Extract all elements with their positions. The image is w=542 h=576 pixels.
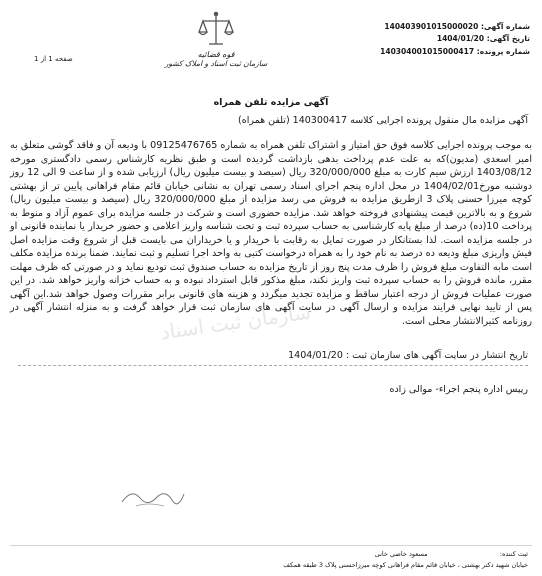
organization-name: [160, 50, 272, 68]
watermark: سازمان ثبت اسناد: [159, 299, 313, 345]
registry-org-name: سازمان ثبت اسناد و املاک کشور: [164, 59, 268, 68]
ad-date-row: [437, 33, 530, 44]
footer-divider: [10, 545, 532, 546]
signature-line: رییس اداره پنجم اجراء- موالی زاده: [389, 384, 528, 395]
publication-date-row: [288, 350, 528, 361]
case-number: 140304001015000417: [380, 47, 475, 56]
ad-date: 1404/01/20: [436, 34, 485, 43]
ad-number-label: شماره آگهی:: [480, 22, 530, 31]
judiciary-emblem-icon: [196, 10, 236, 50]
case-number-label: شماره پرونده:: [476, 47, 530, 56]
footer-address: خیابان شهید دکتر بهشتی ، خیابان قائم مقام فراهانی کوچه میرزاحسنی پلاک 3 طبقه همکف: [283, 561, 528, 569]
registrant-label: ثبت کننده:: [499, 550, 528, 558]
ad-number-row: [384, 21, 530, 32]
ad-body-text: به موجب پرونده اجرایی کلاسه فوق حق امتیاز و اشتراک تلفن همراه به شماره 09125476765 با ودیعه آن و فاقد گوشی متعلق به امیر اسعدی (مدیون)که به علت عدم پرداخت بدهی بازداشت گردیده است و طبق نظریه کارشناس رسمی دادگستری مورخه 1403/08/12 ارزش سیم کارت به مبلغ 320/000/000 ریال (سیصد و بیست میلیون ریال) ارزیابی شده و از ساعت 9 الی 12 روز دوشنبه مورخ1404/02/01 در محل اداره پنجم اجرای اسناد رسمی تهران به نشانی خیابان قائم مقام فراهانی پایین تر از بهشتی کوچه میرزا حسنی پلاک 3 ازطریق مزایده به فروش می رسد مزایده از مبلغ 320/000/000 ریال (سیصد و بیست میلیون ریال) شروع و به بالاترین قیمت پیشنهادی فروخته خواهد شد. مزایده حضوری است و شرکت در جلسه مزایده برای عموم آزاد و منوط به پرداخت 10(ده) درصد از مبلغ پایه کارشناسی به حساب سپرده ثبت و تحت شناسه واریز اعلامی و حضور خریدار یا نماینده قانونی او در جلسه مزایده است. لذا بستانکار در صورت تمایل به رقابت با خریدار و یا خریداران می بایست قبل از شروع وقت مزایده اصل فیش واریزی مبلغ ودیعه ده درصد به نام خود را به همراه درخواست کتبی به واحد اجرا تسلیم و ثبت نمایند. ضمنا برنده مزایده مکلف است مابه التفاوت مبلغ فروش را ظرف مدت پنج روز از تاریخ مزایده به حساب صندوق ثبت تودیع نماید و در صورتی که ظرف مهلت مقرر، مانده فروش را به حساب سپرده ثبت واریز نکند، مبلغ مذکور قابل استرداد نبوده و به حساب خزانه واریز خواهد شد. در این صورت عملیات فروش از درجه اعتبار ساقط و مزایده تجدید میگردد و هزینه های قانونی برابر مقررات وصول خواهد شد.این آگهی پس از تایید نهایی فرایند مزایده و ارسال آگهی در سایت آگهی های سازمان ثبت قرار خواهد گرفت و به منزله انتشار آگهی در روزنامه کثیرالانتشار محلی است.: [10, 140, 533, 327]
handwritten-signature: [118, 482, 188, 510]
case-number-row: [380, 46, 530, 57]
registrant-name: مسعود خاصی خانی: [374, 550, 428, 558]
divider: [18, 365, 528, 366]
footer-registrant-row: [375, 550, 528, 558]
ad-date-label: تاریخ آگهی:: [486, 34, 530, 43]
publication-date: 1404/01/20: [288, 350, 343, 361]
ad-title: آگهی مزایده تلفن همراه: [213, 97, 329, 108]
ad-subtitle: آگهی مزایده مال منقول پرونده اجرایی کلاسه 140300417 (تلفن همراه): [238, 115, 528, 126]
ad-number: 140403901015000020: [384, 22, 479, 31]
publication-date-label: تاریخ انتشار در سایت آگهی های سازمان ثبت :: [345, 350, 528, 361]
judiciary-name: قوه قضائیه: [197, 50, 235, 59]
page-count: صفحه 1 از 1: [34, 55, 73, 63]
